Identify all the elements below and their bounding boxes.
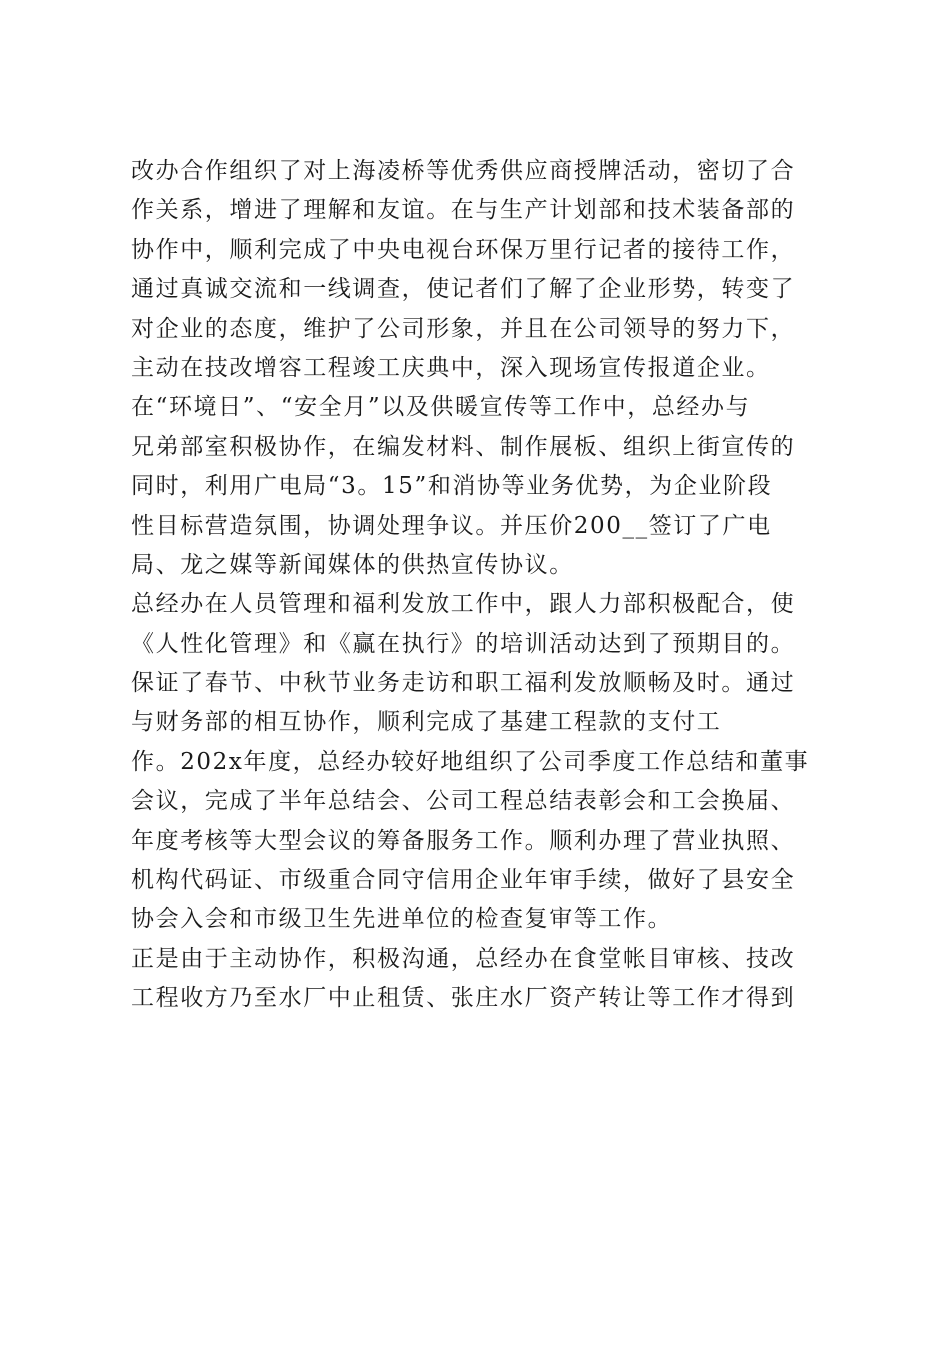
text-line: 《人性化管理》和《赢在执行》的培训活动达到了预期目的。 <box>131 630 796 657</box>
text-line: 兄弟部室积极协作，在编发材料、制作展板、组织上街宣传的 <box>131 433 796 460</box>
body-text <box>131 152 831 1019</box>
text-line: 主动在技改增容工程竣工庆典中，深入现场宣传报道企业。 <box>131 354 771 381</box>
text-line: 通过真诚交流和一线调查，使记者们了解了企业形势，转变了 <box>131 276 796 303</box>
text-line: 正是由于主动协作，积极沟通，总经办在食堂帐目审核、技改 <box>131 945 796 972</box>
text-line: 作关系，增进了理解和友谊。在与生产计划部和技术装备部的 <box>131 197 796 224</box>
text-line: 协会入会和市级卫生先进单位的检查复审等工作。 <box>131 906 673 933</box>
text-line: 总经办在人员管理和福利发放工作中，跟人力部积极配合，使 <box>131 591 796 618</box>
text-line: 同时，利用广电局“3。15”和消协等业务优势，为企业阶段 <box>131 473 773 500</box>
text-line: 局、龙之媒等新闻媒体的供热宣传协议。 <box>131 551 574 578</box>
text-line: 改办合作组织了对上海凌桥等优秀供应商授牌活动，密切了合 <box>131 158 796 184</box>
text-line: 与财务部的相互协作，顺利完成了基建工程款的支付工 <box>131 709 722 736</box>
text-line: 会议，完成了半年总结会、公司工程总结表彰会和工会换届、 <box>131 788 796 815</box>
text-line: 作。202x年度，总经办较好地组织了公司季度工作总结和董事 <box>131 748 810 775</box>
text-line: 工程收方乃至水厂中止租赁、张庄水厂资产转让等工作才得到 <box>131 985 796 1012</box>
text-line: 年度考核等大型会议的筹备服务工作。顺利办理了营业执照、 <box>131 827 796 854</box>
text-line: 协作中，顺利完成了中央电视台环保万里行记者的接待工作， <box>131 236 796 263</box>
text-line: 对企业的态度，维护了公司形象，并且在公司领导的努力下， <box>131 315 796 342</box>
text-line: 在“环境日”、“安全月”以及供暖宣传等工作中，总经办与 <box>131 394 751 421</box>
text-line: 机构代码证、市级重合同守信用企业年审手续，做好了县安全 <box>131 867 796 894</box>
text-line: 保证了春节、中秋节业务走访和职工福利发放顺畅及时。通过 <box>131 670 796 697</box>
text-line: 性目标营造氛围，协调处理争议。并压价200__签订了广电 <box>131 512 772 539</box>
